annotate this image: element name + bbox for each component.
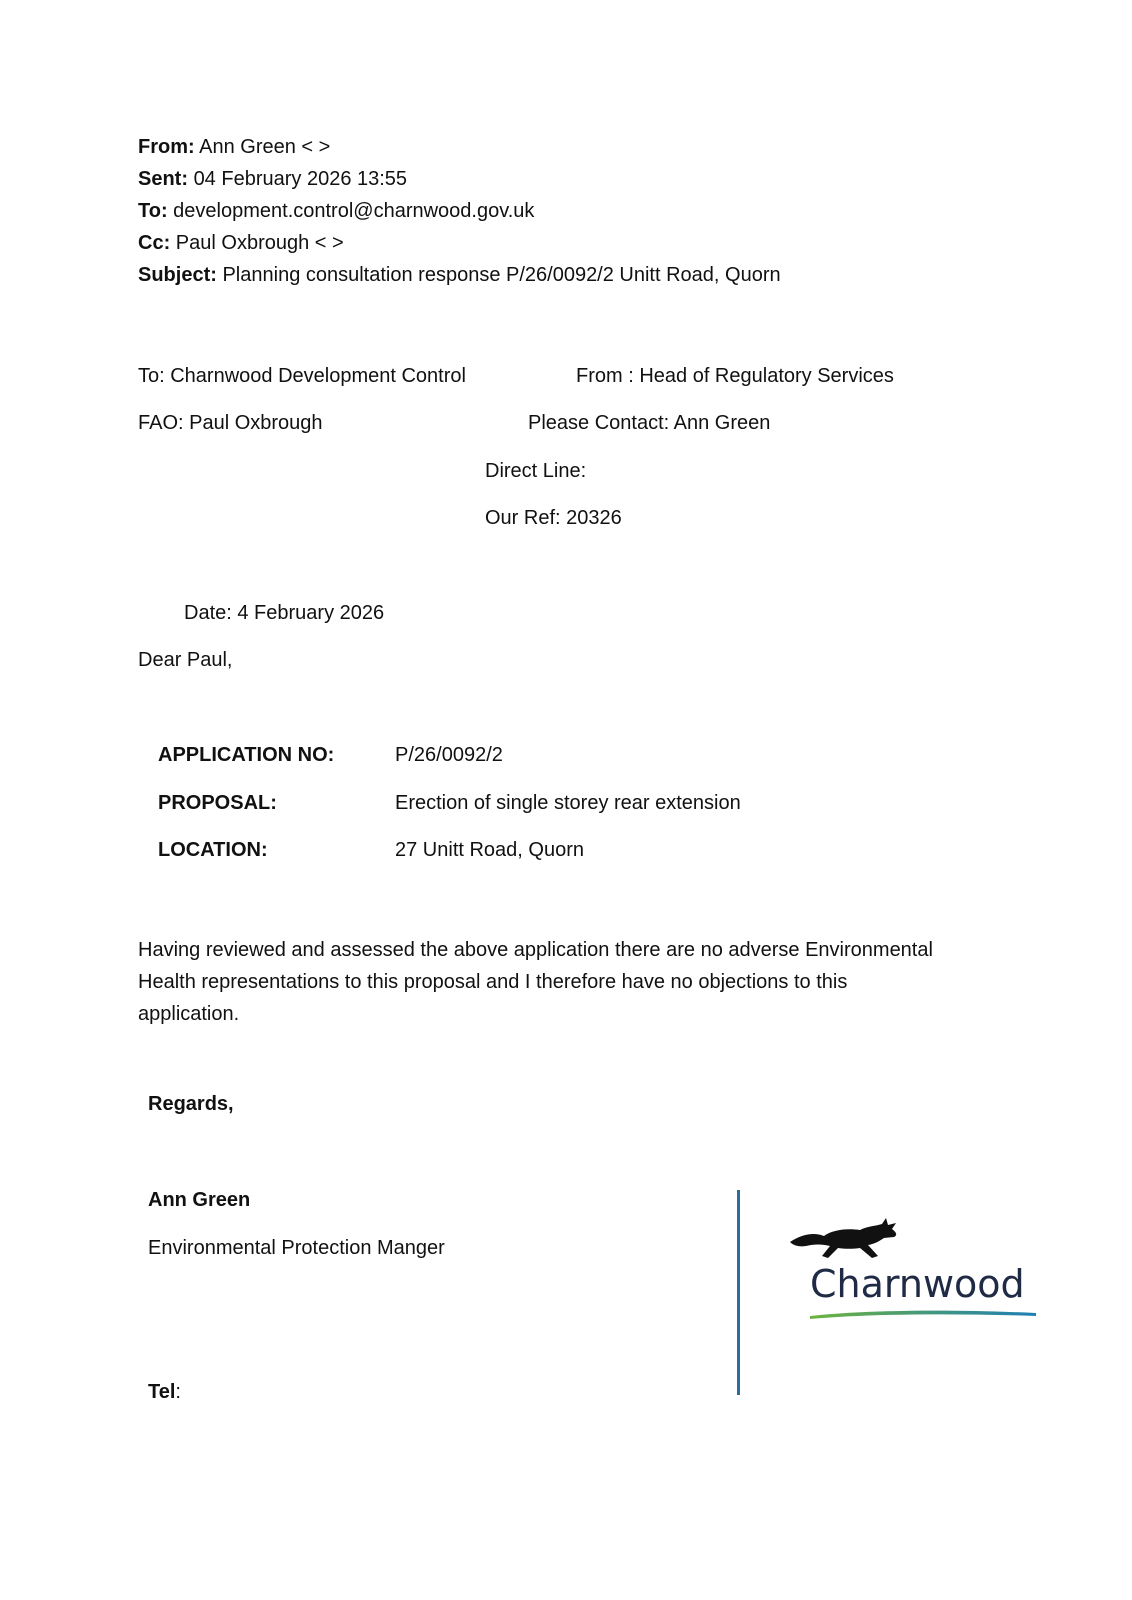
- email-cc-line: [138, 232, 344, 255]
- fox-icon: [788, 1218, 908, 1264]
- email-to-value: development.control@charnwood.gov.uk: [173, 200, 535, 222]
- email-sent-line: [138, 168, 407, 191]
- email-from-label: From:: [138, 136, 195, 158]
- memo-to: To: Charnwood Development Control: [138, 365, 466, 387]
- email-sent-value: 04 February 2026 13:55: [193, 168, 408, 190]
- email-from-value: Ann Green < >: [199, 136, 331, 158]
- application-no-value: P/26/0092/2: [395, 744, 503, 766]
- logo-swoosh: [808, 1308, 1038, 1322]
- application-no-label: APPLICATION NO:: [158, 744, 335, 766]
- salutation: Dear Paul,: [138, 649, 233, 671]
- location-label: LOCATION:: [158, 839, 268, 861]
- memo-contact: Please Contact: Ann Green: [528, 412, 771, 434]
- email-subject-value: Planning consultation response P/26/0092/2 Unitt Road, Quorn: [222, 264, 781, 286]
- proposal-value: Erection of single storey rear extension: [395, 792, 741, 814]
- tel-line: [148, 1380, 181, 1404]
- email-to-label: To:: [138, 200, 168, 222]
- email-subject-line: [138, 264, 781, 287]
- memo-our-ref: Our Ref: 20326: [485, 507, 622, 529]
- memo-from: From : Head of Regulatory Services: [576, 365, 894, 387]
- charnwood-logo: [788, 1218, 1028, 1328]
- tel-label: Tel: [148, 1381, 176, 1403]
- memo-date: Date: 4 February 2026: [184, 602, 385, 624]
- email-sent-label: Sent:: [138, 168, 188, 190]
- signatory-title: Environmental Protection Manger: [148, 1237, 445, 1259]
- memo-direct-line: Direct Line:: [485, 460, 587, 482]
- tel-colon: :: [175, 1381, 181, 1403]
- email-cc-label: Cc:: [138, 232, 171, 254]
- location-value: 27 Unitt Road, Quorn: [395, 839, 584, 861]
- body-paragraph: Having reviewed and assessed the above application there are no adverse Environmental Health representations to this proposal and I therefore have no objections to this application.: [138, 939, 933, 1025]
- proposal-label: PROPOSAL:: [158, 792, 277, 814]
- email-subject-label: Subject:: [138, 264, 217, 286]
- signature-divider: [737, 1190, 740, 1395]
- memo-fao: FAO: Paul Oxbrough: [138, 412, 323, 434]
- email-to-line: [138, 200, 534, 223]
- email-cc-value: Paul Oxbrough < >: [175, 232, 344, 254]
- logo-wordmark: Charnwood: [810, 1262, 1025, 1306]
- regards: Regards,: [148, 1093, 234, 1115]
- signatory-name: Ann Green: [148, 1189, 251, 1211]
- email-from-line: [138, 136, 330, 159]
